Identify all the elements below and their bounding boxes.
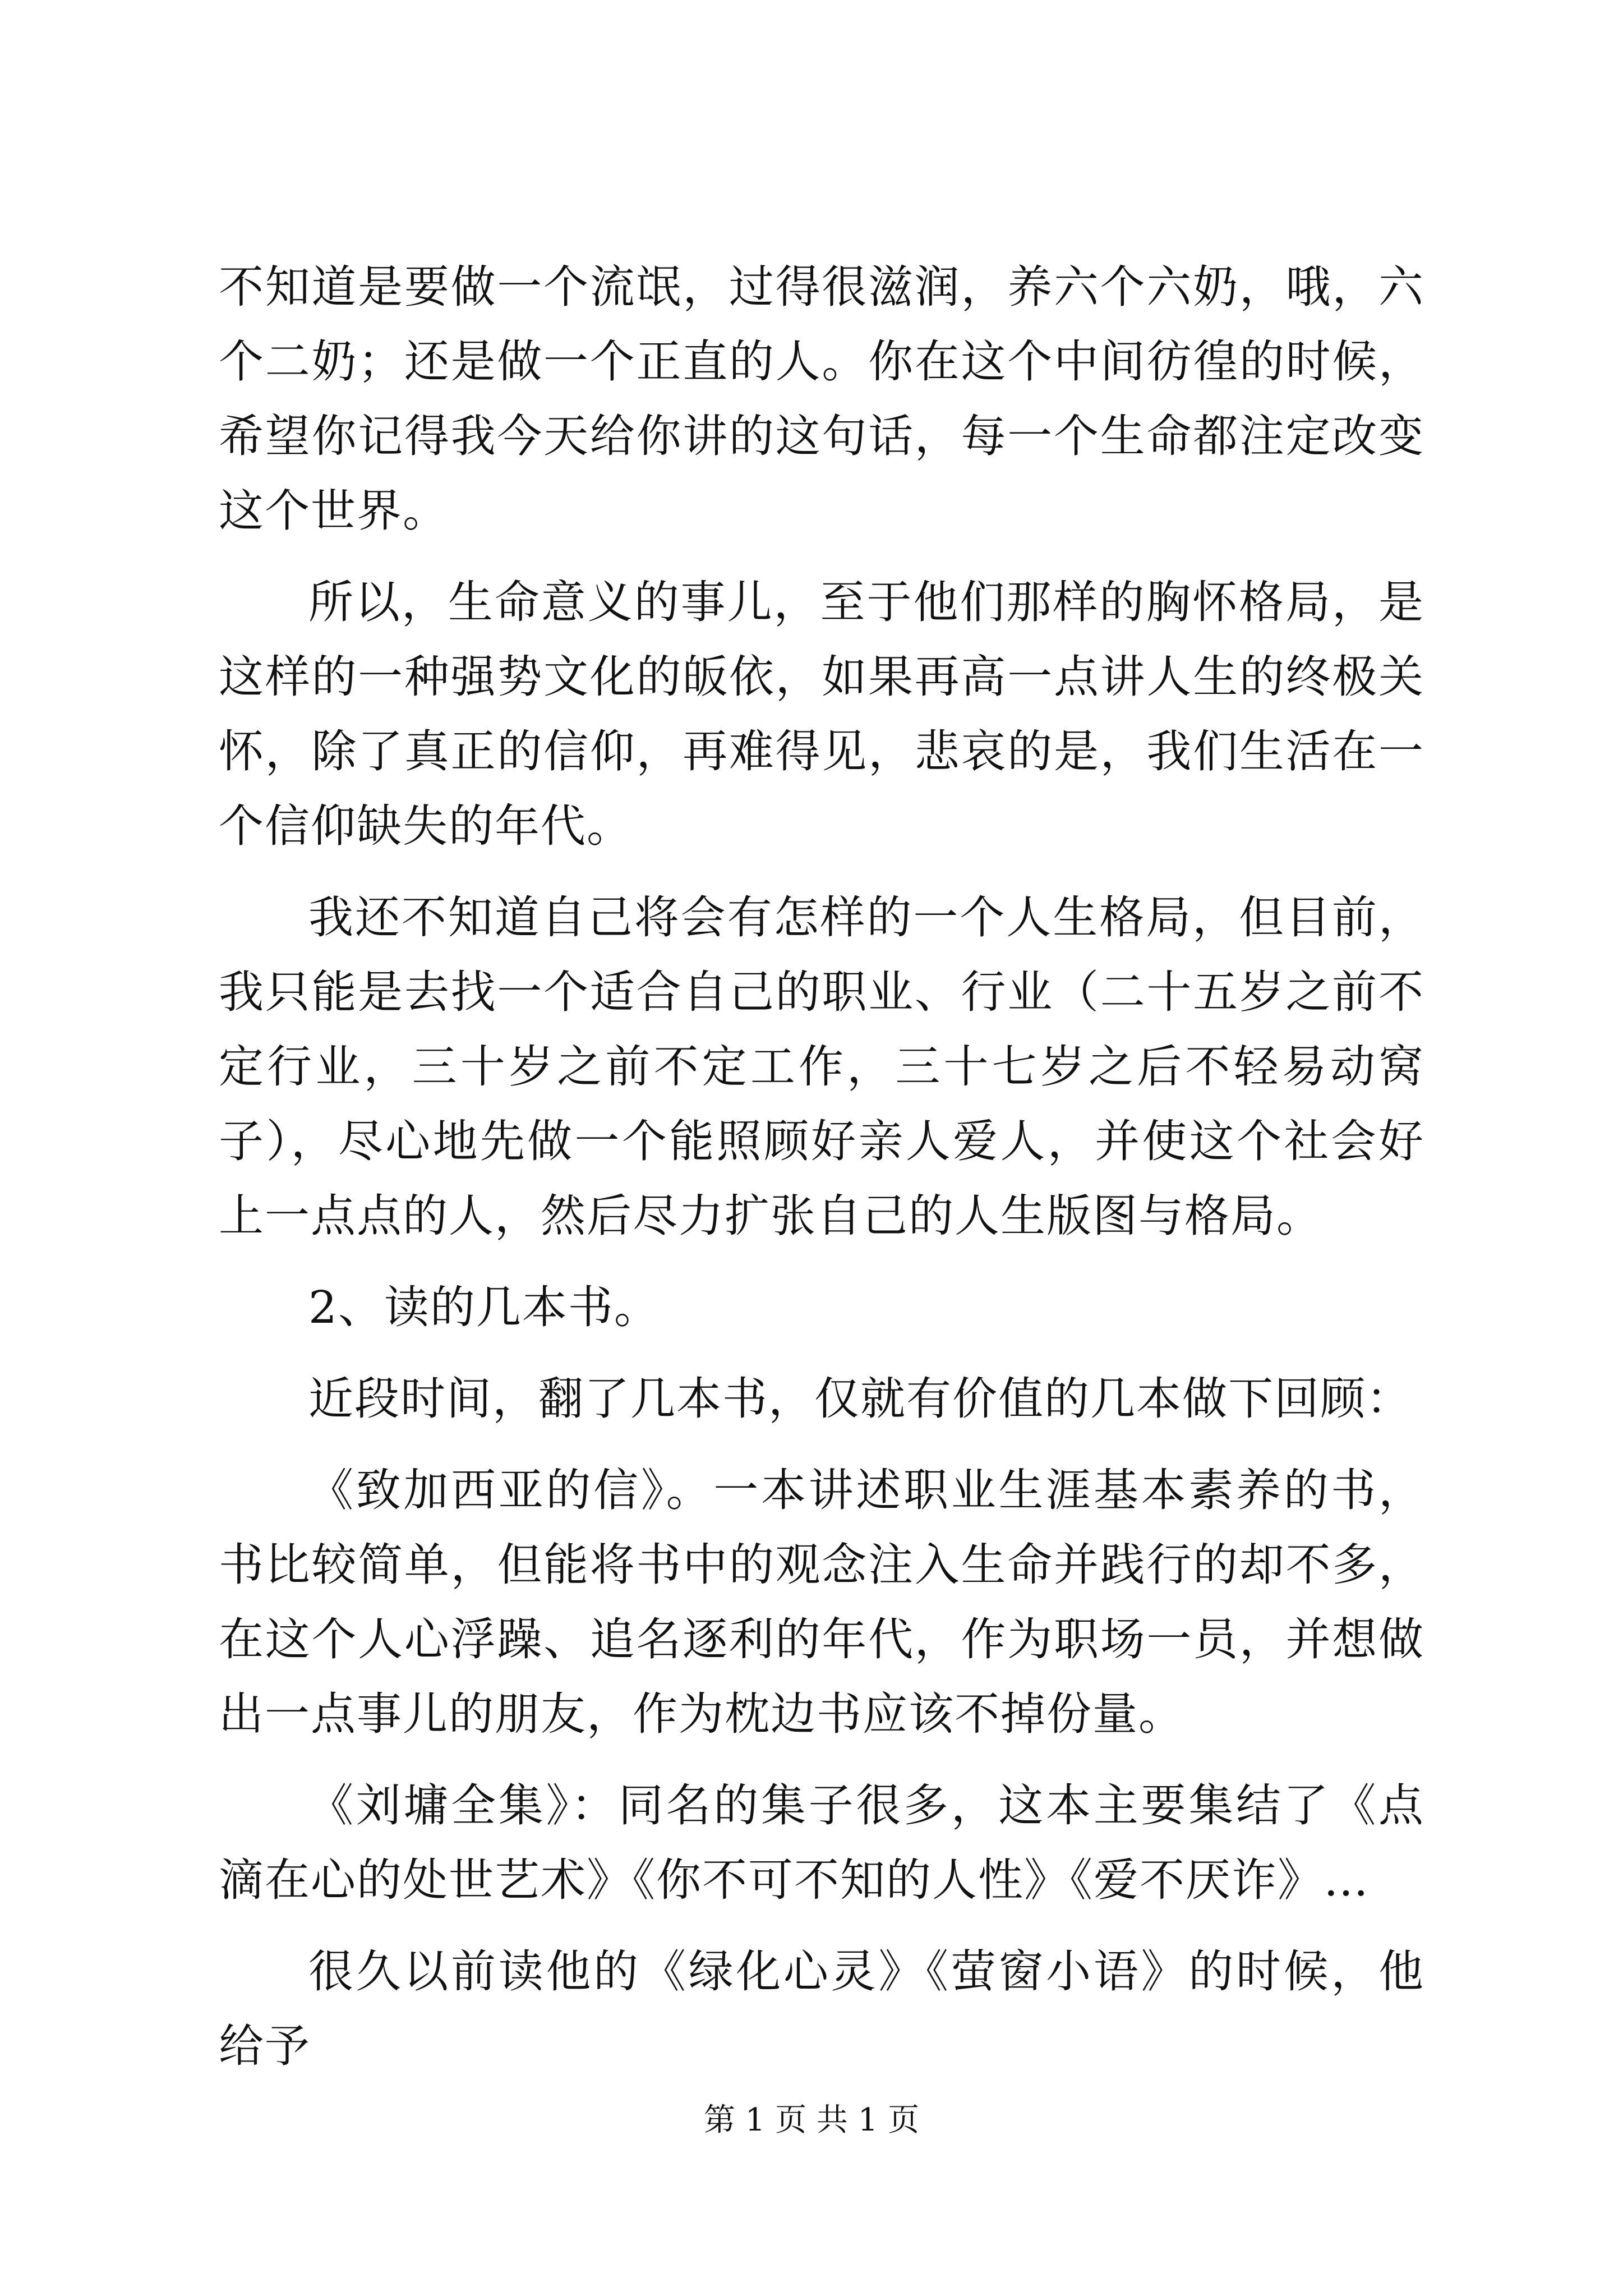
paragraph-4: 2、读的几本书。 bbox=[308, 1281, 660, 1333]
paragraph-1: 不知道是要做一个流氓，过得很滋润，养六个六奶，哦，六个二奶；还是做一个正直的人。你在这个中间彷徨的时候，希望你记得我今天给你讲的这句话，每一个生命都注定改变这个世界。 bbox=[219, 261, 1424, 537]
paragraph-3: 我还不知道自己将会有怎样的一个人生格局，但目前，我只能是去找一个适合自己的职业、行业（二十五岁之前不定行业，三十岁之前不定工作，三十七岁之后不轻易动窝子），尽心地先做一个能照顾好亲人爱人，并使这个社会好上一点点的人，然后尽力扩张自己的人生版图与格局。 bbox=[219, 891, 1424, 1242]
page-footer: 第 1 页 共 1 页 bbox=[703, 2102, 920, 2138]
paragraph-6: 《致加西亚的信》。一本讲述职业生涯基本素养的书，书比较简单，但能将书中的观念注入生命并践行的却不多，在这个人心浮躁、追名逐利的年代，作为职场一员，并想做出一点事儿的朋友，作为枕边书应该不掉份量。 bbox=[219, 1464, 1424, 1740]
paragraph-8: 很久以前读他的《绿化心灵》《萤窗小语》的时候，他给予 bbox=[219, 1945, 1424, 2072]
paragraph-2: 所以，生命意义的事儿，至于他们那样的胸怀格局，是这样的一种强势文化的皈依，如果再高一点讲人生的终极关怀，除了真正的信仰，再难得见，悲哀的是，我们生活在一个信仰缺失的年代。 bbox=[219, 576, 1424, 852]
paragraph-7: 《刘墉全集》：同名的集子很多，这本主要集结了《点滴在心的处世艺术》《你不可不知的人性》《爱不厌诈》… bbox=[219, 1779, 1424, 1906]
body-text bbox=[219, 250, 1424, 2100]
paragraph-5: 近段时间，翻了几本书，仅就有价值的几本做下回顾： bbox=[308, 1373, 1412, 1425]
